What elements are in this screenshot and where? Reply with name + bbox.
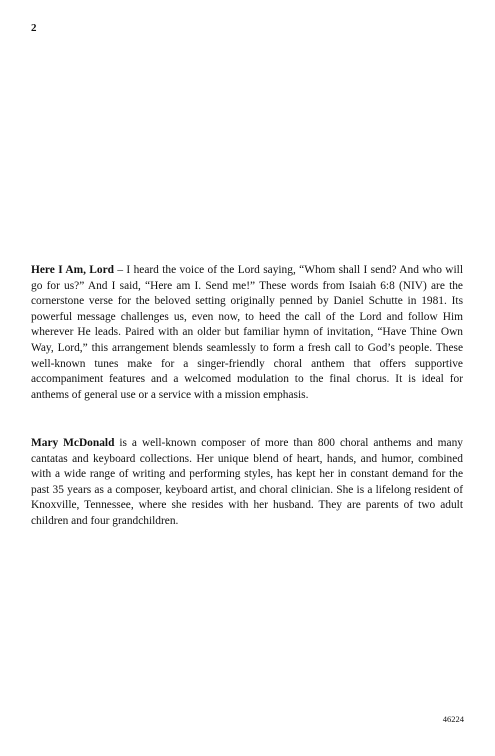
composer-name: Mary McDonald bbox=[31, 437, 115, 449]
biography-paragraph bbox=[31, 436, 463, 530]
biography-text: is a well-known composer of more than 800 choral anthems and many cantatas and keyboard collections. Her unique blend of heart, hands, and humor, combined with a wide range of writing and performing styles, has kept her in constant demand for the past 35 years as a composer, keyboard artist, and choral clinician. She is a lifelong resident of Knoxville, Tennessee, where she resides with her husband. They are parents of two adult children and four grandchildren. bbox=[31, 437, 463, 527]
page-number: 2 bbox=[31, 22, 37, 34]
catalog-number: 46224 bbox=[442, 714, 464, 724]
anthem-title: Here I Am, Lord bbox=[31, 264, 114, 276]
description-paragraph bbox=[31, 263, 463, 403]
description-text: – I heard the voice of the Lord saying, “Whom shall I send? And who will go for us?” And I said, “Here am I. Send me!” These words from Isaiah 6:8 (NIV) are the cornerstone verse for the beloved setting originally penned by Daniel Schutte in 1981. Its powerful message challenges us, even now, to heed the call of the Lord and follow Him wherever He leads. Paired with an older but familiar hymn of invitation, “Have Thine Own Way, Lord,” this arrangement blends seamlessly to form a fresh call to God’s people. These well-known tunes make for a singer-friendly choral anthem that offers supportive accompaniment features and a welcomed modulation to the final chorus. It is ideal for anthems of general use or a service with a mission emphasis. bbox=[31, 264, 463, 401]
